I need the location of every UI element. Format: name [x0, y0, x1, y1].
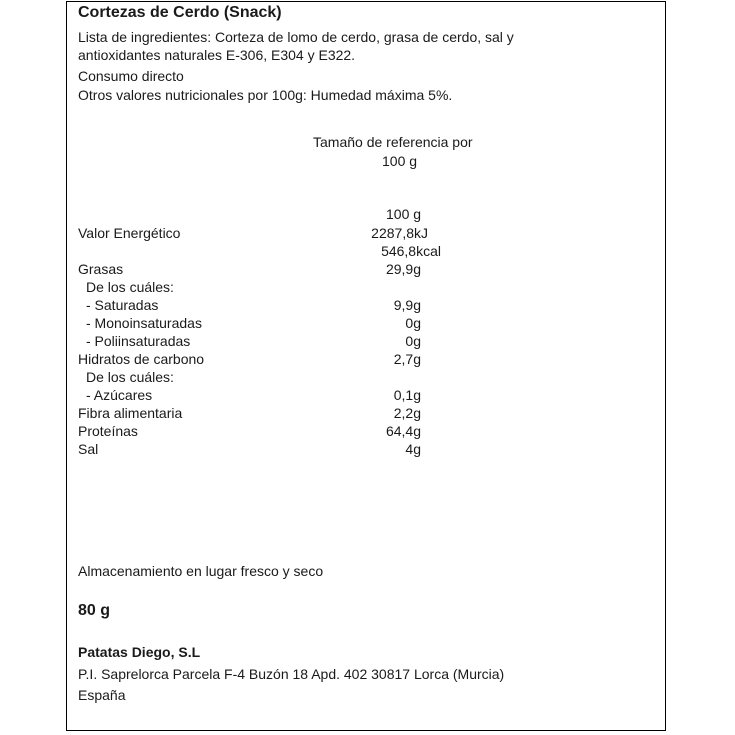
net-weight: 80 g [78, 602, 111, 619]
nutrient-label-monounsaturated: - Monoinsaturadas [86, 315, 202, 331]
nutrient-value-polyunsaturated: 0g [405, 333, 421, 349]
nutrient-label-of-which-carbs: De los cuáles: [86, 369, 174, 385]
nutrient-label-salt: Sal [78, 441, 99, 457]
nutrient-label-fibre: Fibra alimentaria [78, 405, 183, 421]
other-values-text: Otros valores nutricionales por 100g: Humedad máxima 5%. [78, 87, 453, 103]
nutrient-label-fat: Grasas [78, 261, 124, 277]
nutrient-value-fibre: 2,2g [393, 405, 421, 421]
company-address: P.I. Saprelorca Parcela F-4 Buzón 18 Apd. 402 30817 Lorca (Murcia) [78, 666, 505, 682]
nutrient-label-saturated: - Saturadas [86, 297, 159, 313]
company-country: España [78, 687, 126, 703]
nutrient-value-salt: 4g [405, 441, 421, 457]
company-name: Patatas Diego, S.L [78, 644, 201, 660]
nutrient-value-saturated: 9,9g [393, 297, 421, 313]
nutrient-label-protein: Proteínas [78, 423, 138, 439]
usage-text: Consumo directo [78, 68, 184, 84]
energy-kj-value: 2287,8kJ [371, 225, 428, 241]
nutrient-value-fat: 29,9g [385, 261, 421, 277]
nutrition-column-header: 100 g [386, 206, 422, 222]
nutrient-label-sugars: - Azúcares [86, 387, 153, 403]
nutrient-label-carbohydrates: Hidratos de carbono [78, 351, 205, 367]
nutrient-value-protein: 64,4g [385, 423, 421, 439]
nutrient-value-sugars: 0,1g [393, 387, 421, 403]
nutrient-label-of-which-fat: De los cuáles: [86, 279, 174, 295]
nutrient-label-polyunsaturated: - Poliinsaturadas [86, 333, 191, 349]
energy-label: Valor Energético [78, 225, 181, 241]
storage-text: Almacenamiento en lugar fresco y seco [78, 563, 324, 579]
nutrient-value-carbohydrates: 2,7g [393, 351, 421, 367]
nutrient-value-monounsaturated: 0g [405, 315, 421, 331]
reference-size-line-1: Tamaño de referencia por [313, 134, 473, 150]
ingredients-line-2: antioxidantes naturales E-306, E304 y E322. [78, 47, 356, 63]
reference-size-line-2: 100 g [382, 153, 418, 169]
energy-kcal-value: 546,8kcal [381, 243, 441, 259]
ingredients-line-1: Lista de ingredientes: Corteza de lomo de cerdo, grasa de cerdo, sal y [78, 29, 514, 45]
product-title: Cortezas de Cerdo (Snack) [78, 4, 282, 21]
